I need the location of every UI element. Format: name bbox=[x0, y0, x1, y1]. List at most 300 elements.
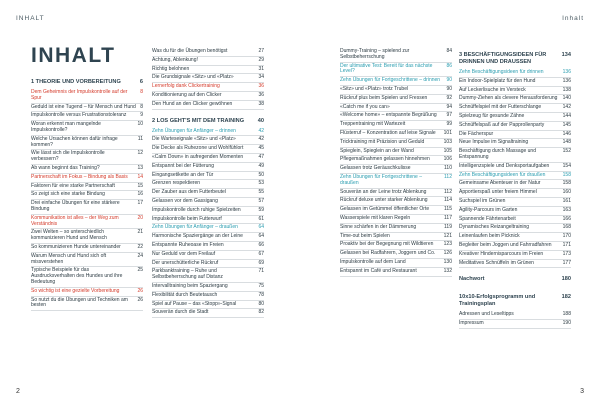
toc-entry[interactable] bbox=[152, 57, 264, 66]
toc-entry[interactable] bbox=[31, 297, 143, 312]
entry-title: Flüsterruf – Konzentration auf leise Signale bbox=[340, 129, 436, 136]
entry-title: Grenzen respektieren bbox=[152, 180, 201, 187]
toc-entry[interactable] bbox=[340, 139, 452, 148]
entry-title: Was du für die Übungen benötigst bbox=[152, 48, 228, 54]
toc-entry[interactable] bbox=[152, 101, 264, 110]
toc-column-3 bbox=[340, 48, 452, 277]
toc-entry[interactable] bbox=[459, 131, 571, 140]
entry-title: Faktoren für eine starke Partnerschaft bbox=[31, 182, 115, 189]
entry-page: 84 bbox=[446, 48, 452, 54]
entry-title: Spielzeug für gesunde Zähne bbox=[459, 112, 525, 119]
section-page: 180 bbox=[561, 276, 571, 283]
toc-column-4 bbox=[459, 48, 571, 329]
entry-page: 144 bbox=[562, 112, 571, 119]
toc-entry[interactable] bbox=[340, 224, 452, 233]
toc-entry[interactable] bbox=[31, 244, 143, 253]
entry-title: «Calm Down» in aufregenden Momenten bbox=[152, 153, 244, 160]
toc-entry[interactable] bbox=[152, 268, 264, 283]
entry-page: 188 bbox=[562, 311, 571, 318]
section-page: 6 bbox=[139, 79, 143, 85]
entry-title: Zehn Beschäftigungsideen für drinnen bbox=[459, 69, 544, 75]
toc-entry[interactable] bbox=[31, 112, 143, 121]
entry-title: Partnerschaft im Fokus – Bindung als Basis bbox=[31, 173, 128, 180]
entry-page: 160 bbox=[562, 189, 571, 196]
entry-page: 163 bbox=[562, 206, 571, 213]
entry-page: 112 bbox=[444, 188, 452, 195]
toc-entry[interactable] bbox=[152, 283, 264, 292]
entry-title: Typische Beispiele für das Ausdrucksverhalten des Hundes und ihre Bedeutung bbox=[31, 267, 123, 285]
entry-page: 71 bbox=[258, 268, 264, 275]
toc-entry[interactable] bbox=[31, 104, 143, 113]
entry-title: «Catch me if you can» bbox=[340, 103, 390, 110]
entry-page: 115 bbox=[444, 206, 452, 213]
toc-entry[interactable] bbox=[152, 172, 264, 181]
entry-title: Impulskontrolle auf dem Land bbox=[340, 258, 406, 265]
entry-page: 14 bbox=[137, 173, 143, 180]
entry-page: 82 bbox=[258, 309, 264, 316]
entry-title: Zwei Welten – so unterschiedlich kommunizieren Hund und Mensch bbox=[31, 229, 107, 242]
toc-section-heading[interactable] bbox=[459, 294, 571, 308]
entry-title: Wasserspiele mit klaren Regeln bbox=[340, 214, 411, 221]
toc-entry[interactable] bbox=[31, 136, 143, 151]
entry-title: Die Grundsignale «Sitz» und «Platz» bbox=[152, 74, 234, 81]
entry-title: Rückruf deluxe unter starker Ablenkung bbox=[340, 197, 428, 204]
entry-title: Agility-Parcours im Garten bbox=[459, 206, 518, 213]
entry-page: 22 bbox=[137, 243, 143, 250]
entry-page: 15 bbox=[137, 182, 143, 189]
entry-title: Gelassen vor dem Gassigang bbox=[152, 197, 218, 204]
toc-chapter-entry[interactable] bbox=[459, 172, 571, 181]
entry-title: So wichtig ist eine gezielte Vorbereitung bbox=[31, 287, 120, 294]
section-title: 3 BESCHÄFTIGUNGSIDEEN FÜR DRINNEN UND DRAUSSEN bbox=[459, 52, 547, 65]
entry-title: Konditionierung auf den Clicker bbox=[152, 91, 222, 98]
entry-page: 61 bbox=[258, 215, 264, 222]
entry-title: Den Hund an den Clicker gewöhnen bbox=[152, 100, 233, 107]
entry-title: Apportierspaß unter freiem Himmel bbox=[459, 189, 537, 196]
entry-title: Schnüffelspiel mit der Futterschlange bbox=[459, 104, 542, 111]
toc-entry[interactable] bbox=[31, 191, 143, 200]
entry-page: 31 bbox=[258, 65, 264, 72]
entry-title: «Sitz» und «Platz» trotz Trubel bbox=[340, 85, 409, 92]
entry-title: Impressum bbox=[459, 320, 484, 327]
toc-entry[interactable] bbox=[152, 207, 264, 216]
entry-title: Impulskontrolle durch ruhige Spielzeiten bbox=[152, 206, 241, 213]
entry-page: 38 bbox=[258, 100, 264, 107]
entry-page: 132 bbox=[443, 267, 452, 274]
entry-page: 123 bbox=[443, 241, 452, 248]
entry-page: 69 bbox=[258, 259, 264, 266]
toc-entry[interactable] bbox=[152, 66, 264, 75]
toc-entry[interactable] bbox=[340, 268, 452, 277]
entry-page: 148 bbox=[562, 139, 571, 146]
entry-title: Kommunikation ist alles – der Weg zum Verständnis bbox=[31, 214, 119, 227]
toc-entry[interactable] bbox=[340, 241, 452, 250]
entry-page: 103 bbox=[443, 138, 452, 145]
entry-page: 45 bbox=[258, 145, 264, 152]
toc-entry[interactable] bbox=[459, 122, 571, 131]
toc-entry[interactable] bbox=[152, 292, 264, 301]
entry-page: 57 bbox=[258, 197, 264, 204]
toc-entry[interactable] bbox=[152, 154, 264, 163]
entry-page: 27 bbox=[258, 48, 264, 54]
toc-entry[interactable] bbox=[459, 320, 571, 329]
entry-page: 67 bbox=[258, 250, 264, 257]
entry-title: Impulskontrolle versus Frustrationstoleranz bbox=[31, 112, 127, 119]
entry-title: Der unerschütterliche Rückruf bbox=[152, 259, 219, 266]
entry-page: 168 bbox=[562, 224, 571, 231]
entry-page: 110 bbox=[444, 165, 452, 172]
entry-page: 117 bbox=[444, 214, 452, 221]
entry-page: 190 bbox=[562, 320, 571, 327]
page-number-left: 2 bbox=[16, 388, 20, 395]
toc-entry[interactable] bbox=[459, 189, 571, 198]
entry-title: Entspannt im Café und Restaurant bbox=[340, 267, 417, 274]
entry-title: Ab wann beginnt das Training? bbox=[31, 164, 100, 171]
entry-title: Dem Geheimnis der Impulskontrolle auf der Spur bbox=[31, 89, 128, 101]
entry-page: 47 bbox=[258, 153, 264, 160]
toc-entry[interactable] bbox=[459, 148, 571, 163]
toc-entry[interactable] bbox=[459, 233, 571, 242]
entry-title: Richtig belohnen bbox=[152, 65, 190, 72]
entry-page: 26 bbox=[137, 287, 143, 294]
toc-entry[interactable] bbox=[152, 48, 264, 57]
toc-entry[interactable] bbox=[459, 113, 571, 122]
toc-entry[interactable] bbox=[340, 86, 452, 95]
entry-title: Ein Indoor-Spielplatz für den Hund bbox=[459, 77, 536, 84]
toc-section-heading[interactable] bbox=[31, 79, 143, 86]
entry-page: 171 bbox=[562, 241, 571, 248]
entry-page: 92 bbox=[446, 94, 452, 101]
toc-entry[interactable] bbox=[459, 242, 571, 251]
toc-entry[interactable] bbox=[31, 267, 143, 287]
entry-page: 9 bbox=[140, 112, 143, 119]
toc-entry[interactable] bbox=[340, 197, 452, 206]
toc-entry[interactable] bbox=[340, 112, 452, 121]
entry-page: 26 bbox=[137, 296, 143, 303]
toc-entry[interactable] bbox=[459, 95, 571, 104]
page-number-right: 3 bbox=[580, 388, 584, 395]
toc-entry[interactable] bbox=[340, 215, 452, 224]
running-header-left: INHALT bbox=[16, 15, 45, 22]
toc-entry[interactable] bbox=[31, 121, 143, 136]
entry-page: 94 bbox=[446, 103, 452, 110]
toc-entry[interactable] bbox=[340, 48, 452, 63]
entry-title: Gemeinsame Abenteuer in der Natur bbox=[459, 180, 541, 187]
toc-entry[interactable] bbox=[152, 92, 264, 101]
entry-page: 158 bbox=[562, 171, 571, 178]
entry-page: 17 bbox=[137, 200, 143, 207]
toc-entry[interactable] bbox=[152, 301, 264, 310]
entry-page: 105 bbox=[443, 147, 452, 154]
toc-entry[interactable] bbox=[152, 163, 264, 172]
entry-page: 136 bbox=[562, 69, 571, 75]
entry-title: Spieglein, Spieglein an der Wand bbox=[340, 147, 414, 154]
toc-entry[interactable] bbox=[152, 145, 264, 154]
entry-page: 140 bbox=[562, 95, 571, 102]
toc-entry[interactable] bbox=[340, 104, 452, 113]
entry-title: Geduld ist eine Tugend – für Mensch und Hund bbox=[31, 103, 136, 110]
entry-page: 173 bbox=[562, 250, 571, 257]
entry-title: Intelligenzspiele und Denksportaufgaben bbox=[459, 162, 550, 169]
entry-title: Entspannt bei der Fütterung bbox=[152, 162, 214, 169]
entry-page: 10 bbox=[137, 121, 143, 128]
toc-section-heading[interactable] bbox=[459, 52, 571, 66]
entry-title: Dummy-Training – spielend zur Selbstbeherrschung bbox=[340, 48, 410, 60]
entry-title: Adressen und Leseltipps bbox=[459, 311, 514, 318]
toc-entry[interactable] bbox=[340, 206, 452, 215]
entry-title: Drei einfache Übungen für eine stärkere Bindung bbox=[31, 200, 120, 212]
entry-page: 126 bbox=[443, 250, 452, 257]
toc-entry[interactable] bbox=[459, 198, 571, 207]
entry-title: Auf Leckerlisuche im Versteck bbox=[459, 86, 526, 93]
toc-entry[interactable] bbox=[459, 180, 571, 189]
entry-page: 136 bbox=[562, 77, 571, 84]
toc-chapter-entry[interactable] bbox=[152, 128, 264, 137]
entry-page: 158 bbox=[562, 180, 571, 187]
entry-title: «Welcome home» – entspannte Begrüßung bbox=[340, 112, 437, 119]
entry-page: 25 bbox=[137, 267, 143, 274]
entry-title: Gelassen trotz Geräuschkulisse bbox=[340, 165, 411, 172]
entry-page: 50 bbox=[258, 171, 264, 178]
toc-chapter-entry[interactable] bbox=[340, 63, 452, 78]
toc-entry[interactable] bbox=[31, 229, 143, 244]
entry-page: 24 bbox=[137, 252, 143, 259]
toc-column-1 bbox=[31, 75, 143, 311]
entry-page: 152 bbox=[562, 148, 571, 155]
toc-entry[interactable] bbox=[459, 216, 571, 225]
entry-title: Treppentraining mit Wartezeit bbox=[340, 121, 406, 128]
toc-entry[interactable] bbox=[31, 150, 143, 165]
section-page: 134 bbox=[561, 52, 571, 58]
toc-entry[interactable] bbox=[340, 95, 452, 104]
entry-title: Dynamisches Reizangeltraining bbox=[459, 224, 530, 231]
toc-entry[interactable] bbox=[340, 259, 452, 268]
entry-title: Suchspiel im Grünen bbox=[459, 197, 506, 204]
entry-page: 75 bbox=[258, 282, 264, 289]
entry-title: Die Warteseignale «Sitz» und «Platz» bbox=[152, 136, 236, 143]
toc-entry[interactable] bbox=[31, 183, 143, 192]
toc-chapter-entry[interactable] bbox=[31, 215, 143, 230]
toc-chapter-entry[interactable] bbox=[152, 83, 264, 92]
toc-entry[interactable] bbox=[459, 207, 571, 216]
entry-page: 49 bbox=[258, 162, 264, 169]
entry-page: 154 bbox=[562, 162, 571, 169]
entry-title: Neue Impulse im Signaltraining bbox=[459, 139, 529, 146]
section-page: 40 bbox=[257, 117, 264, 124]
toc-entry[interactable] bbox=[152, 136, 264, 145]
entry-page: 34 bbox=[258, 74, 264, 81]
entry-title: Time-out beim Spielen bbox=[340, 232, 390, 239]
entry-title: Warum Mensch und Hund sich oft missverstehen bbox=[31, 252, 107, 265]
toc-section-heading[interactable] bbox=[459, 276, 571, 283]
entry-title: Wie lässt sich die Impulskontrolle verbessern? bbox=[31, 150, 105, 163]
entry-title: Parkbanktraining – Ruhe und Selbstbeherrschung auf Distanz bbox=[152, 268, 223, 281]
spacer bbox=[459, 286, 571, 290]
entry-title: Spannende Fährtenarbeit bbox=[459, 215, 516, 222]
toc-entry[interactable] bbox=[459, 311, 571, 320]
entry-title: Woran erkennt man mangelnde Impulskontrolle? bbox=[31, 121, 101, 133]
entry-title: Souverän durch die Stadt bbox=[152, 309, 209, 316]
entry-page: 42 bbox=[258, 127, 264, 134]
entry-title: Schnüffelspaß auf der Papprollenparty bbox=[459, 121, 545, 128]
entry-title: Entspannte Ruheoase im Freien bbox=[152, 241, 224, 248]
toc-entry[interactable] bbox=[340, 121, 452, 130]
toc-entry[interactable] bbox=[340, 148, 452, 157]
entry-title: Souverän an der Leine trotz Ablenkung bbox=[340, 188, 427, 195]
entry-title: Die Fächerspur bbox=[459, 130, 494, 137]
entry-title: Impulskontrolle beim Futterwurf bbox=[152, 215, 222, 222]
entry-title: Pflegemaßnahmen gelassen hinnehmen bbox=[340, 156, 430, 163]
entry-title: Beschäftigung durch Massage und Entspannung bbox=[459, 148, 536, 160]
entry-title: Zehn Beschäftigungsideen für draußen bbox=[459, 171, 546, 178]
toc-entry[interactable] bbox=[459, 260, 571, 269]
entry-page: 55 bbox=[258, 189, 264, 196]
toc-entry[interactable] bbox=[152, 251, 264, 260]
entry-title: Flexibilität durch Beutetausch bbox=[152, 291, 218, 298]
toc-entry[interactable] bbox=[340, 189, 452, 198]
entry-page: 97 bbox=[446, 112, 452, 119]
toc-chapter-entry[interactable] bbox=[459, 69, 571, 78]
entry-page: 64 bbox=[258, 233, 264, 240]
toc-entry[interactable] bbox=[340, 130, 452, 139]
entry-page: 59 bbox=[258, 206, 264, 213]
toc-entry[interactable] bbox=[152, 242, 264, 251]
toc-entry[interactable] bbox=[340, 250, 452, 259]
entry-page: 8 bbox=[140, 89, 143, 95]
entry-page: 78 bbox=[258, 291, 264, 298]
entry-page: 114 bbox=[444, 197, 452, 204]
entry-title: Zehn Übungen für Fortgeschrittene – draußen bbox=[340, 173, 422, 186]
toc-entry[interactable] bbox=[459, 163, 571, 172]
toc-entry[interactable] bbox=[31, 253, 143, 268]
entry-title: So zeigt sich eine starke Bindung bbox=[31, 191, 105, 198]
entry-page: 130 bbox=[443, 258, 452, 265]
entry-page: 90 bbox=[446, 85, 452, 92]
entry-title: Zehn Übungen für Anfänger – draußen bbox=[152, 224, 238, 231]
entry-page: 20 bbox=[137, 214, 143, 221]
entry-title: Nur Geduld vor dem Freilauf bbox=[152, 250, 216, 257]
entry-title: Leinenlaufen beim Picknick bbox=[459, 233, 520, 240]
entry-title: Tricktraining mit Präzision und Geduld bbox=[340, 138, 425, 145]
entry-title: Zehn Übungen für Fortgeschrittene – drinnen bbox=[340, 77, 441, 84]
entry-page: 11 bbox=[137, 135, 143, 142]
entry-page: 13 bbox=[137, 164, 143, 171]
entry-page: 161 bbox=[562, 197, 571, 204]
spacer bbox=[459, 268, 571, 272]
toc-entry[interactable] bbox=[152, 260, 264, 269]
toc-chapter-entry[interactable] bbox=[152, 224, 264, 233]
entry-title: Dummy-Ziehen als clevere Herausforderung bbox=[459, 95, 558, 102]
entry-title: Meditatives Schnüffeln im Grünen bbox=[459, 259, 534, 266]
entry-page: 142 bbox=[562, 104, 571, 111]
entry-page: 106 bbox=[443, 156, 452, 163]
entry-page: 112 bbox=[444, 173, 452, 180]
toc-entry[interactable] bbox=[152, 233, 264, 242]
entry-title: Sinne schärfen in der Dämmerung bbox=[340, 223, 417, 230]
section-page: 182 bbox=[561, 294, 571, 301]
toc-entry[interactable] bbox=[459, 251, 571, 260]
entry-page: 36 bbox=[258, 91, 264, 98]
entry-page: 101 bbox=[443, 129, 452, 136]
toc-entry[interactable] bbox=[152, 180, 264, 189]
toc-chapter-entry[interactable] bbox=[31, 174, 143, 183]
entry-page: 145 bbox=[562, 121, 571, 128]
toc-entry[interactable] bbox=[31, 165, 143, 174]
toc-chapter-entry[interactable] bbox=[31, 89, 143, 104]
entry-page: 121 bbox=[443, 232, 452, 239]
toc-chapter-entry[interactable] bbox=[31, 288, 143, 297]
toc-entry[interactable] bbox=[459, 139, 571, 148]
entry-title: Der Zauber aus dem Futterbeutel bbox=[152, 189, 226, 196]
entry-title: Intervalltraining beim Spaziergang bbox=[152, 282, 228, 289]
entry-title: Achtung, Ablenkung! bbox=[152, 56, 198, 63]
entry-page: 64 bbox=[258, 224, 264, 231]
section-title: 10x10-Erfolgsprogramm und Trainingsplan bbox=[459, 294, 536, 308]
entry-title: Eingangsetikette an der Tür bbox=[152, 171, 214, 178]
section-title: Nachwort bbox=[459, 276, 485, 283]
toc-entry[interactable] bbox=[152, 74, 264, 83]
entry-title: Zehn Übungen für Anfänger – drinnen bbox=[152, 127, 236, 134]
entry-page: 99 bbox=[446, 121, 452, 128]
toc-section-heading[interactable] bbox=[152, 118, 264, 125]
entry-page: 12 bbox=[137, 150, 143, 157]
entry-page: 86 bbox=[446, 62, 452, 69]
entry-title: Der ultimative Test: Bereit für das nächste Level? bbox=[340, 62, 433, 75]
entry-title: Gelassen im Getümmel öffentlicher Orte bbox=[340, 206, 430, 213]
entry-page: 90 bbox=[446, 77, 452, 84]
entry-page: 146 bbox=[562, 130, 571, 137]
entry-page: 177 bbox=[562, 259, 571, 266]
entry-page: 166 bbox=[562, 215, 571, 222]
entry-page: 53 bbox=[258, 180, 264, 187]
entry-title: Spiel auf Pause – das «Stopp»-Signal bbox=[152, 300, 237, 307]
entry-title: Begleiter beim Joggen und Fahrradfahren bbox=[459, 241, 552, 248]
entry-page: 42 bbox=[258, 136, 264, 143]
toc-entry[interactable] bbox=[340, 233, 452, 242]
toc-chapter-entry[interactable] bbox=[340, 77, 452, 86]
entry-page: 66 bbox=[258, 241, 264, 248]
entry-page: 119 bbox=[444, 223, 452, 230]
entry-title: Gelassen bei Radfahrern, Joggern und Co. bbox=[340, 250, 436, 257]
toc-column-2 bbox=[152, 48, 264, 318]
entry-page: 21 bbox=[137, 229, 143, 236]
entry-title: Kreativer Hindernisparcours im Freien bbox=[459, 250, 544, 257]
page-title: INHALT bbox=[31, 44, 116, 67]
entry-page: 8 bbox=[140, 103, 143, 110]
toc-entry[interactable] bbox=[31, 200, 143, 215]
toc-chapter-entry[interactable] bbox=[340, 174, 452, 189]
section-title: 1 THEORIE UND VORBEREITUNG bbox=[31, 79, 121, 85]
entry-title: Proaktiv bei der Begegnung mit Wildtieren bbox=[340, 241, 434, 248]
toc-entry[interactable] bbox=[459, 224, 571, 233]
entry-page: 29 bbox=[258, 56, 264, 63]
toc-entry[interactable] bbox=[459, 78, 571, 87]
toc-entry[interactable] bbox=[459, 87, 571, 96]
entry-page: 138 bbox=[562, 86, 571, 93]
entry-page: 36 bbox=[258, 83, 264, 90]
toc-entry[interactable] bbox=[152, 198, 264, 207]
section-title: 2 LOS GEHT'S MIT DEM TRAINING bbox=[152, 117, 245, 124]
entry-title: Rückruf plus beim Spielen und Fressen bbox=[340, 94, 428, 101]
toc-entry[interactable] bbox=[340, 165, 452, 174]
entry-page: 80 bbox=[258, 300, 264, 307]
toc-entry[interactable] bbox=[459, 104, 571, 113]
entry-page: 16 bbox=[137, 191, 143, 198]
entry-title: Harmonische Spaziergänge an der Leine bbox=[152, 233, 243, 240]
toc-entry[interactable] bbox=[152, 189, 264, 198]
toc-entry[interactable] bbox=[152, 309, 264, 318]
toc-entry[interactable] bbox=[340, 156, 452, 165]
